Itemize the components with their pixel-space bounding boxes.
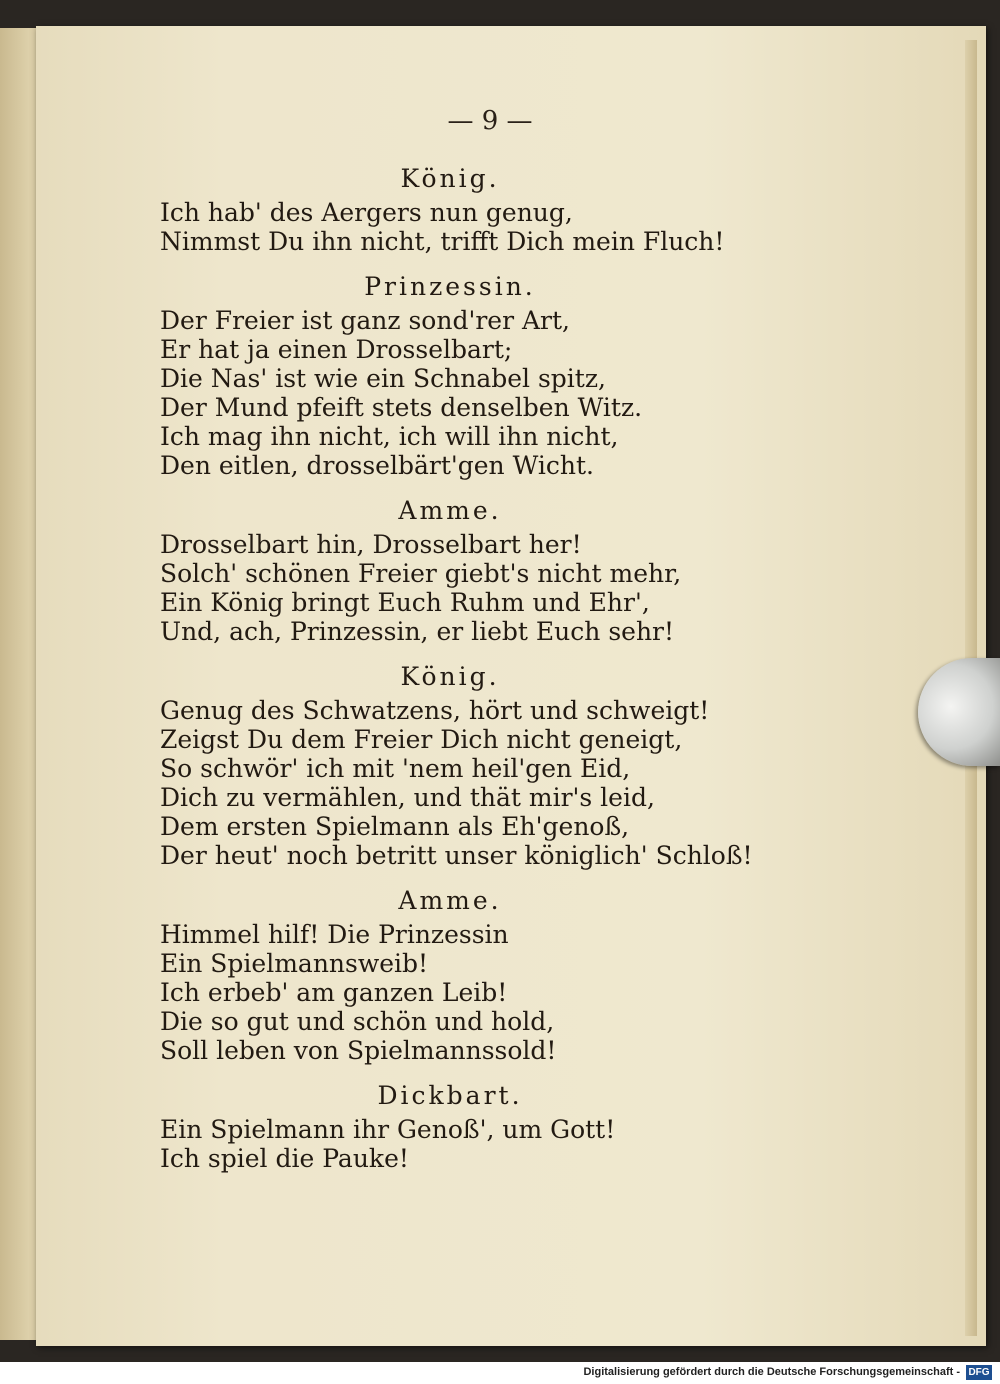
verse-line: So schwör' ich mit 'nem heil'gen Eid, [160,754,631,783]
section-gap [160,1065,880,1077]
dfg-logo: DFG [966,1365,992,1380]
verse-line: Und, ach, Prinzessin, er liebt Euch sehr! [160,617,675,646]
footer-bar [0,1362,1000,1384]
verse-line: Solch' schönen Freier giebt's nicht mehr, [160,559,682,588]
page-number: — 9 — [447,106,533,136]
speaker-heading: Amme. [398,886,502,915]
verse-line: Genug des Schwatzens, hört und schweigt! [160,696,710,725]
verse-line: Der heut' noch betritt unser königlich' Schloß! [160,841,753,870]
verse-line: Ein Spielmannsweib! [160,949,429,978]
speaker-heading: König. [400,164,500,193]
verse-line: Den eitlen, drosselbärt'gen Wicht. [160,451,594,480]
verse-line: Ich hab' des Aergers nun genug, [160,198,573,227]
verse-line: Soll leben von Spielmannssold! [160,1036,557,1065]
verse-line: Ich spiel die Pauke! [160,1144,409,1173]
verse-line: Ich mag ihn nicht, ich will ihn nicht, [160,422,619,451]
section-gap [160,870,880,882]
verse-line: Dem ersten Spielmann als Eh'genoß, [160,812,630,841]
verse-line: Zeigst Du dem Freier Dich nicht geneigt, [160,725,683,754]
verse-line: Er hat ja einen Drosselbart; [160,335,513,364]
verse-line: Dich zu vermählen, und thät mir's leid, [160,783,655,812]
speaker-heading: König. [400,662,500,691]
verse-line: Ich erbeb' am ganzen Leib! [160,978,508,1007]
verse-line: Der Mund pfeift stets denselben Witz. [160,393,643,422]
verse-line: Ein König bringt Euch Ruhm und Ehr', [160,588,650,617]
verse-line: Ein Spielmann ihr Genoß', um Gott! [160,1115,616,1144]
speaker-heading: Prinzessin. [364,272,536,301]
verse-line: Die Nas' ist wie ein Schnabel spitz, [160,364,606,393]
section-gap [160,256,880,268]
speaker-heading: Amme. [398,496,502,525]
funding-note: Digitalisierung gefördert durch die Deutsche Forschungsgemeinschaft - [583,1366,960,1378]
section-gap [160,646,880,658]
speaker-heading: Dickbart. [377,1081,523,1110]
verse-line: Die so gut und schön und hold, [160,1007,555,1036]
section-gap [160,480,880,492]
verse-line: Himmel hilf! Die Prinzessin [160,920,509,949]
verse-line: Nimmst Du ihn nicht, trifft Dich mein Fluch! [160,227,725,256]
verse-text [160,160,880,1173]
verse-line: Der Freier ist ganz sond'rer Art, [160,306,570,335]
verse-line: Drosselbart hin, Drosselbart her! [160,530,582,559]
